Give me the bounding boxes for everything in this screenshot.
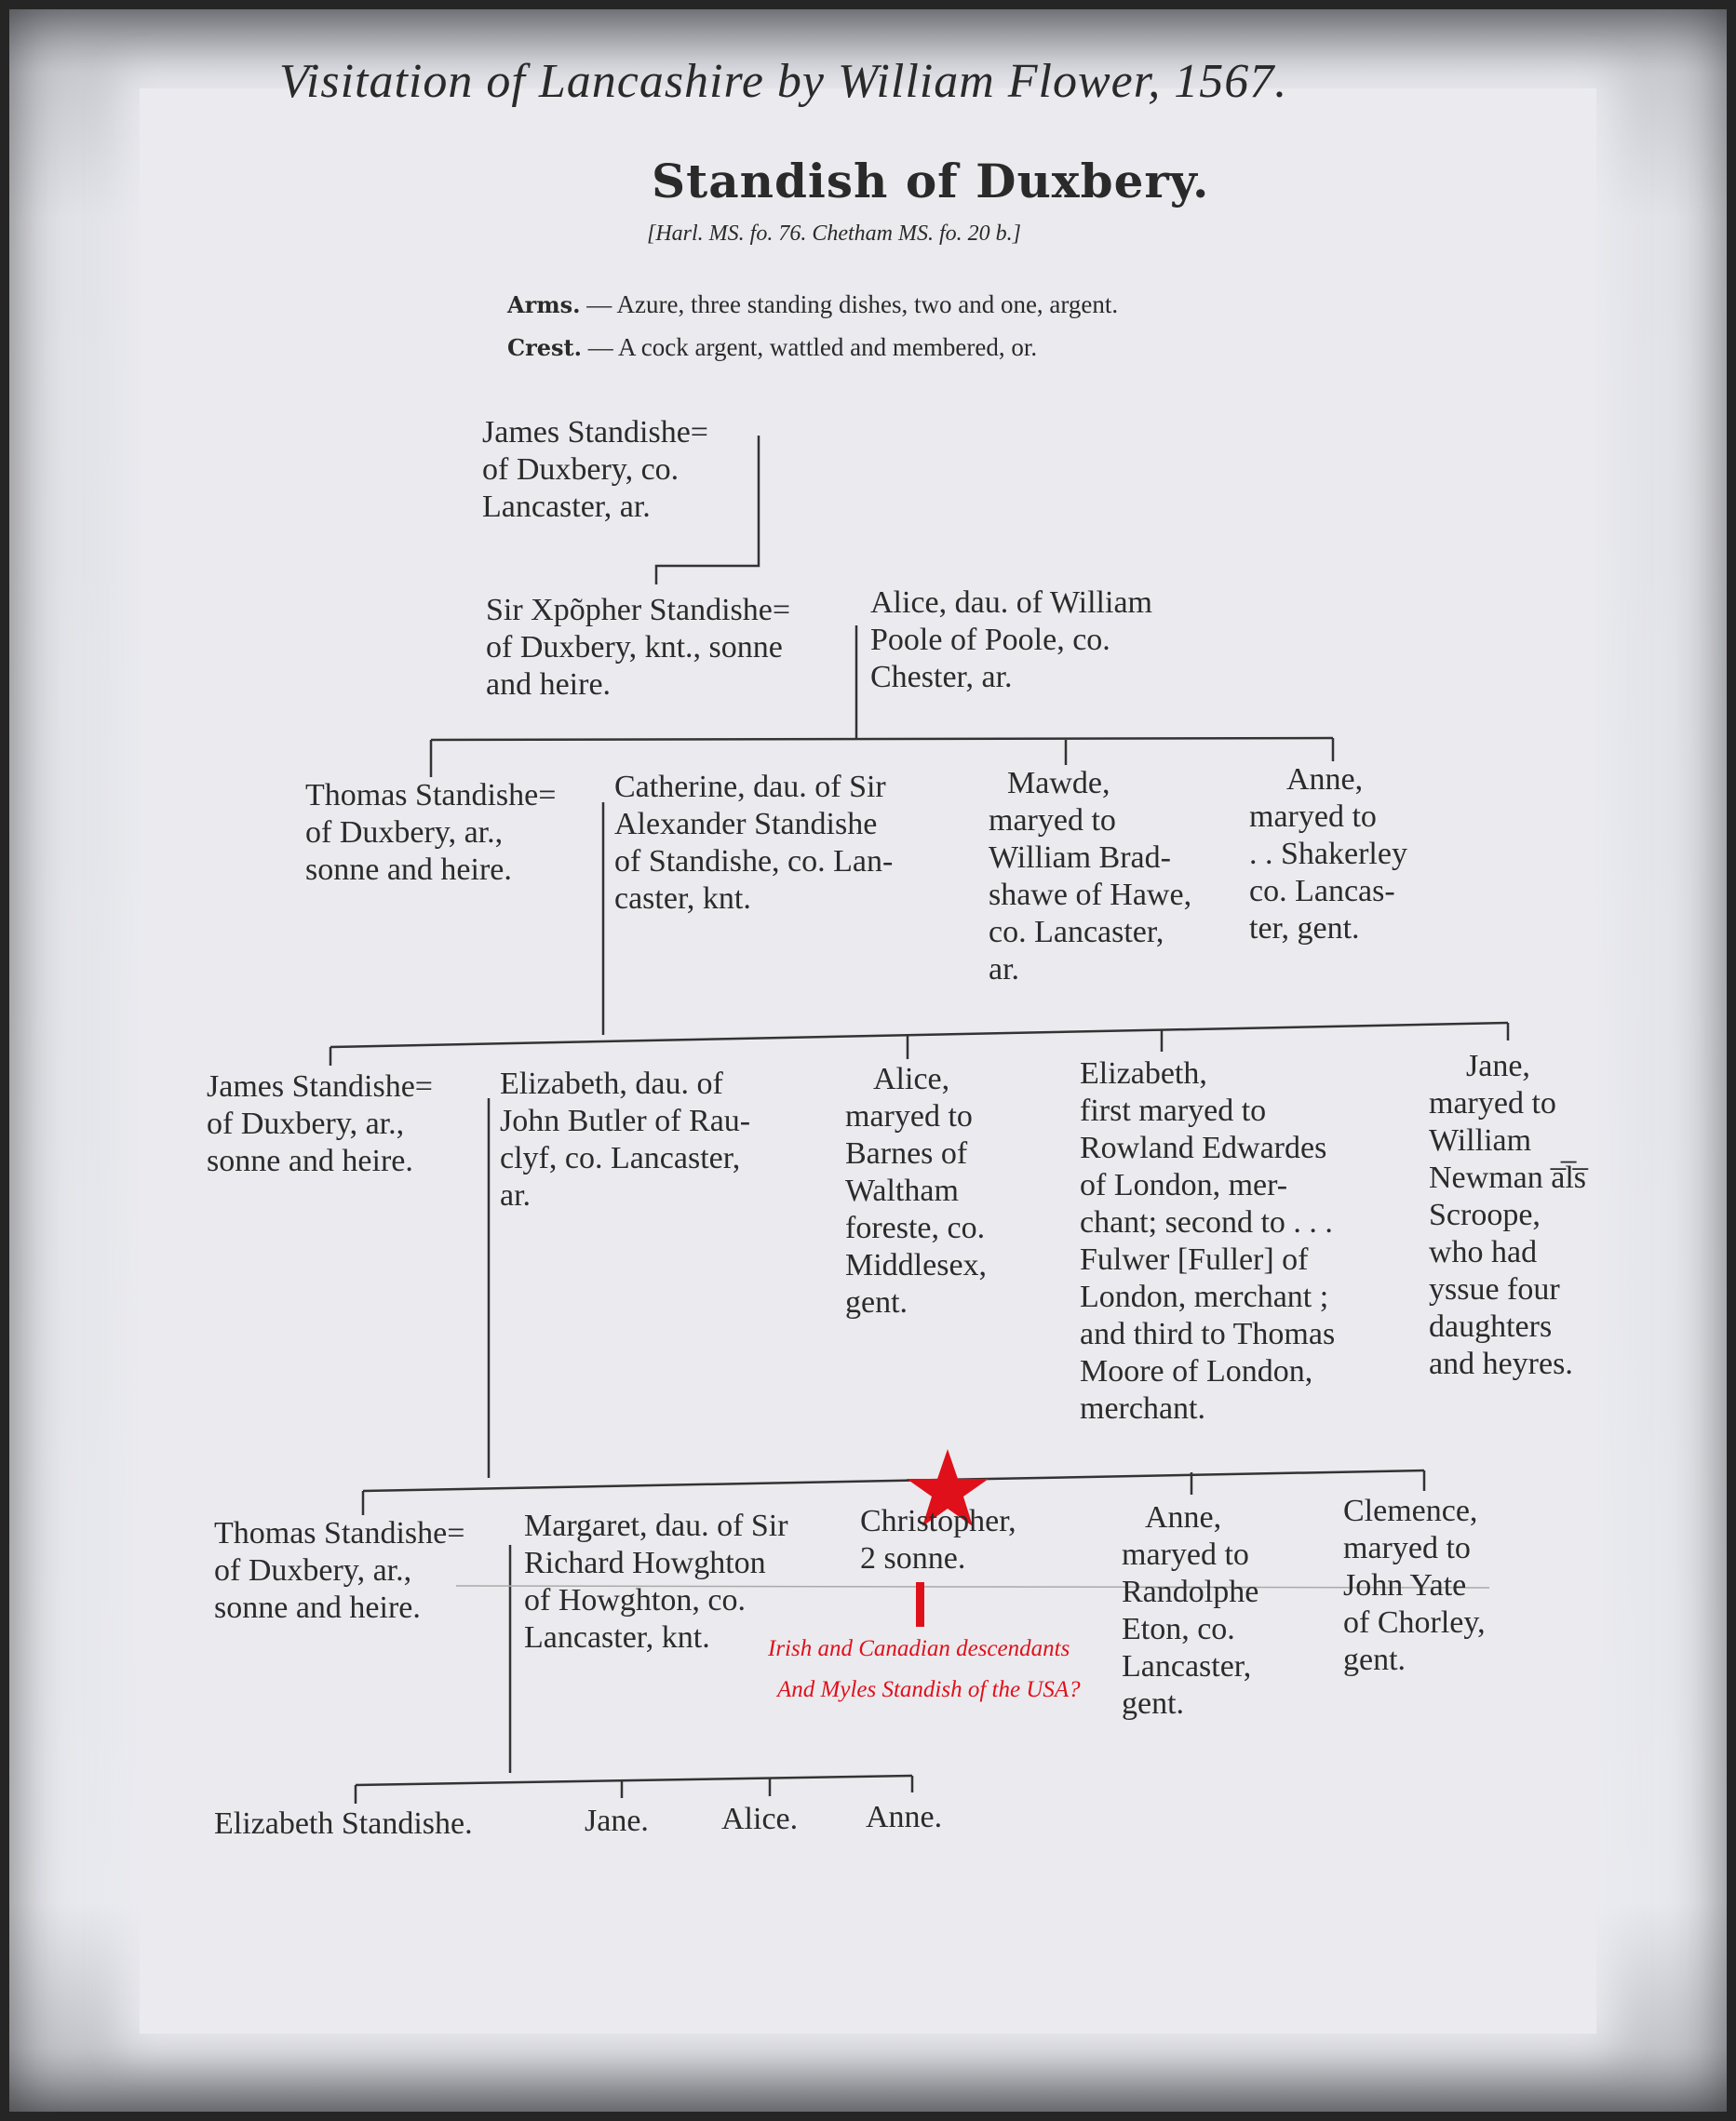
text-line: London, merchant ; bbox=[1080, 1280, 1329, 1314]
text-line: Thomas Standishe= bbox=[305, 778, 557, 812]
text-line: John Yate bbox=[1343, 1568, 1467, 1603]
crest-text: — A cock argent, wattled and membered, or. bbox=[587, 333, 1038, 361]
text-line: and third to Thomas bbox=[1080, 1317, 1336, 1351]
text-line: gent. bbox=[845, 1285, 908, 1320]
text-line: Alice, dau. of William bbox=[870, 585, 1152, 620]
person-sir-xpopher-standishe bbox=[486, 592, 790, 704]
text-line: Fulwer [Fuller] of bbox=[1080, 1242, 1309, 1277]
text-line: Margaret, dau. of Sir bbox=[524, 1509, 788, 1543]
manuscript-reference: [Harl. MS. fo. 76. Chetham MS. fo. 20 b.] bbox=[647, 221, 1021, 246]
text-line: Middlesex, bbox=[845, 1248, 988, 1282]
person-anne-shakerley bbox=[1249, 761, 1407, 947]
text-line: Eton, co. bbox=[1122, 1612, 1235, 1646]
text-line: of Chorley, bbox=[1343, 1605, 1486, 1640]
text-line: gent. bbox=[1343, 1643, 1406, 1677]
text-line: Elizabeth, dau. of bbox=[500, 1067, 723, 1101]
arms-text: — Azure, three standing dishes, two and one, argent. bbox=[586, 290, 1119, 318]
text-line: of Duxbery, ar., bbox=[207, 1107, 405, 1141]
person-jane: Jane. bbox=[585, 1804, 649, 1838]
text-line: of Duxbery, ar., bbox=[214, 1553, 412, 1588]
text-line: William bbox=[1429, 1123, 1532, 1158]
text-line: John Butler of Rau- bbox=[500, 1104, 751, 1138]
line-gen3-bar bbox=[431, 738, 1333, 740]
text-line: ter, gent. bbox=[1249, 911, 1360, 946]
text-line: caster, knt. bbox=[614, 881, 751, 916]
text-line: Alice, bbox=[873, 1062, 950, 1096]
person-catherine-standishe bbox=[614, 769, 893, 918]
text-line: Elizabeth, bbox=[1080, 1056, 1207, 1091]
person-alice-poole bbox=[870, 584, 1152, 696]
text-line: who had bbox=[1429, 1235, 1538, 1269]
person-elizabeth-standishe: Elizabeth Standishe. bbox=[214, 1806, 473, 1841]
text-line: Randolphe bbox=[1122, 1575, 1259, 1609]
person-alice: Alice. bbox=[721, 1802, 799, 1836]
text-line: Lancaster, knt. bbox=[524, 1620, 710, 1655]
text-line: of London, mer- bbox=[1080, 1168, 1288, 1202]
text-line: Catherine, dau. of Sir bbox=[614, 770, 886, 804]
text-line: of Standishe, co. Lan- bbox=[614, 844, 894, 879]
annotation-line-1: Irish and Canadian descendants bbox=[768, 1636, 1070, 1661]
text-line: yssue four bbox=[1429, 1272, 1560, 1307]
line-gen4-bar bbox=[330, 1023, 1508, 1047]
text-line: Christopher, bbox=[860, 1504, 1016, 1538]
text-line: ar. bbox=[500, 1178, 532, 1213]
text-line: Barnes of bbox=[845, 1136, 968, 1171]
text-line: Newman a̅l̅s̅ bbox=[1429, 1161, 1587, 1195]
line-gen5-bar bbox=[363, 1470, 1424, 1491]
person-thomas-standishe-2 bbox=[214, 1515, 464, 1627]
text-line: Sir Xpõpher Standishe= bbox=[486, 593, 791, 627]
section-title: Standish of Duxbery. bbox=[652, 154, 1210, 208]
annotation-marker-bar bbox=[916, 1582, 924, 1627]
text-line: William Brad- bbox=[989, 840, 1171, 875]
text-line: of Duxbery, ar., bbox=[305, 815, 504, 850]
person-clemence-yate bbox=[1343, 1493, 1486, 1679]
text-line: ar. bbox=[989, 952, 1020, 987]
text-line: clyf, co. Lancaster, bbox=[500, 1141, 741, 1175]
text-line: maryed to bbox=[1343, 1531, 1471, 1565]
text-line: shawe of Hawe, bbox=[989, 878, 1192, 912]
person-alice-barnes bbox=[845, 1061, 987, 1322]
line-gen6-bar bbox=[356, 1776, 912, 1785]
text-line: . . Shakerley bbox=[1249, 837, 1407, 871]
text-line: Anne, bbox=[1145, 1500, 1222, 1535]
person-elizabeth-edwardes bbox=[1080, 1055, 1335, 1428]
text-line: daughters bbox=[1429, 1309, 1553, 1344]
text-line: first maryed to bbox=[1080, 1094, 1267, 1128]
text-line: Waltham bbox=[845, 1174, 959, 1208]
text-line: Alexander Standishe bbox=[614, 807, 878, 841]
text-line: Thomas Standishe= bbox=[214, 1516, 465, 1550]
text-line: Clemence, bbox=[1343, 1494, 1478, 1528]
text-line: maryed to bbox=[1429, 1086, 1556, 1121]
text-line: maryed to bbox=[1122, 1537, 1249, 1572]
arms-label: Arms. bbox=[507, 291, 581, 318]
person-margaret-howghton bbox=[524, 1508, 788, 1657]
text-line: maryed to bbox=[845, 1099, 973, 1134]
text-line: Poole of Poole, co. bbox=[870, 623, 1110, 657]
text-line: maryed to bbox=[989, 803, 1116, 838]
text-line: Lancaster, ar. bbox=[482, 490, 651, 524]
person-anne-eton bbox=[1122, 1499, 1258, 1723]
text-line: Anne, bbox=[1286, 762, 1364, 797]
person-thomas-standishe-1 bbox=[305, 777, 556, 889]
person-james-standishe-1 bbox=[482, 414, 708, 526]
annotation-line-2: And Myles Standish of the USA? bbox=[777, 1677, 1081, 1702]
text-line: foreste, co. bbox=[845, 1211, 986, 1245]
crest-label: Crest. bbox=[507, 334, 582, 361]
text-line: 2 sonne. bbox=[860, 1541, 966, 1576]
text-line: merchant. bbox=[1080, 1391, 1205, 1426]
text-line: sonne and heire. bbox=[305, 852, 512, 887]
text-line: James Standishe= bbox=[207, 1069, 433, 1104]
text-line: Scroope, bbox=[1429, 1198, 1541, 1232]
text-line: Lancaster, bbox=[1122, 1649, 1252, 1684]
text-line: and heyres. bbox=[1429, 1347, 1573, 1381]
text-line: Chester, ar. bbox=[870, 660, 1013, 694]
text-line: of Duxbery, co. bbox=[482, 452, 680, 487]
text-line: maryed to bbox=[1249, 799, 1377, 834]
text-line: chant; second to . . . bbox=[1080, 1205, 1333, 1240]
text-line: of Duxbery, knt., sonne bbox=[486, 630, 783, 664]
page-title: Visitation of Lancashire by William Flower, 1567. bbox=[279, 55, 1288, 108]
text-line: Rowland Edwardes bbox=[1080, 1131, 1327, 1165]
text-line: Jane, bbox=[1466, 1049, 1530, 1083]
person-anne: Anne. bbox=[866, 1800, 943, 1834]
text-line: co. Lancaster, bbox=[989, 915, 1164, 949]
person-elizabeth-butler bbox=[500, 1066, 750, 1215]
text-line: Richard Howghton bbox=[524, 1546, 766, 1580]
text-line: Mawde, bbox=[1007, 766, 1110, 800]
person-jane-newman bbox=[1429, 1048, 1586, 1383]
text-line: Moore of London, bbox=[1080, 1354, 1313, 1389]
text-line: James Standishe= bbox=[482, 415, 708, 450]
person-mawde bbox=[989, 765, 1191, 988]
text-line: and heire. bbox=[486, 667, 612, 702]
person-christopher bbox=[860, 1503, 1016, 1577]
text-line: of Howghton, co. bbox=[524, 1583, 746, 1618]
text-line: sonne and heire. bbox=[207, 1144, 413, 1178]
text-line: gent. bbox=[1122, 1686, 1185, 1721]
text-line: sonne and heire. bbox=[214, 1591, 421, 1625]
person-james-standishe-2 bbox=[207, 1068, 433, 1180]
text-line: co. Lancas- bbox=[1249, 874, 1395, 908]
